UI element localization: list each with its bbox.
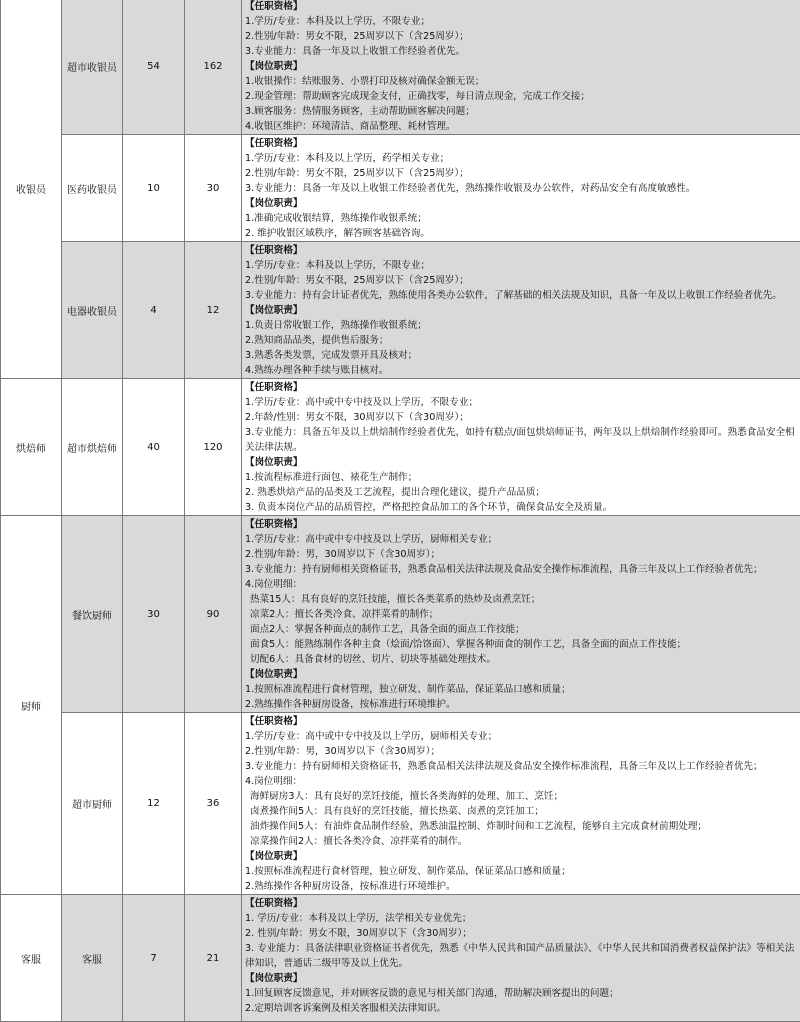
total-cell: 12 (185, 242, 242, 379)
requirement-line: 1.按照标准流程进行食材管理，独立研发、制作菜品，保证菜品口感和质量； (245, 682, 797, 697)
section-heading: 【任职资格】 (245, 243, 797, 258)
requirement-line: 面点2人：掌握各种面点的制作工艺，具备全面的面点工作技能； (245, 622, 797, 637)
requirement-line: 卤煮操作间5人：具有良好的烹饪技能，擅长热菜、卤煮的烹饪加工； (245, 804, 797, 819)
headcount-cell: 40 (123, 379, 185, 516)
requirement-line: 3.专业能力：具备五年及以上烘焙制作经验者优先，如持有糕点/面包烘焙师证书，两年及以上烘焙制作经验即可。熟悉食品安全相关法律法规。 (245, 425, 797, 455)
requirements-cell (242, 0, 800, 135)
headcount-cell: 54 (123, 0, 185, 135)
requirement-line: 1.学历/专业：本科及以上学历，不限专业； (245, 258, 797, 273)
section-heading: 【任职资格】 (245, 0, 797, 14)
requirement-line: 3.专业能力：具备一年及以上收银工作经验者优先，熟练操作收银及办公软件，对药品安全有高度敏感性。 (245, 181, 797, 196)
total-cell: 21 (185, 895, 242, 1022)
requirement-line: 1.学历/专业：本科及以上学历，药学相关专业； (245, 151, 797, 166)
requirement-line: 3. 专业能力：具备法律职业资格证书者优先，熟悉《中华人民共和国产品质量法》、《中华人民共和国消费者权益保护法》等相关法律知识，普通话二级甲等及以上优先。 (245, 941, 797, 971)
requirement-line: 2.年龄/性别：男女不限，30周岁以下（含30周岁）； (245, 410, 797, 425)
requirement-line: 2.性别/年龄：男，30周岁以下（含30周岁）； (245, 744, 797, 759)
requirement-line: 4.熟练办理各种手续与账目核对。 (245, 363, 797, 378)
requirement-line: 1.学历/专业：高中或中专中技及以上学历，不限专业； (245, 395, 797, 410)
requirement-line: 2.现金管理：帮助顾客完成现金支付，正确找零，每日清点现金，完成工作交接； (245, 89, 797, 104)
requirement-line: 4.岗位明细： (245, 577, 797, 592)
requirement-line: 3.熟悉各类发票，完成发票开具及核对； (245, 348, 797, 363)
requirement-line: 3.顾客服务：热情服务顾客，主动帮助顾客解决问题； (245, 104, 797, 119)
section-heading: 【任职资格】 (245, 714, 797, 729)
requirement-line: 4.岗位明细： (245, 774, 797, 789)
section-heading: 【岗位职责】 (245, 971, 797, 986)
requirements-cell (242, 895, 800, 1022)
total-cell: 90 (185, 516, 242, 713)
section-heading: 【岗位职责】 (245, 455, 797, 470)
requirement-line: 2.性别/年龄：男女不限，25周岁以下（含25周岁）； (245, 29, 797, 44)
requirement-line: 1.按照标准流程进行食材管理，独立研发、制作菜品，保证菜品口感和质量； (245, 864, 797, 879)
requirement-line: 1.准确完成收银结算，熟练操作收银系统； (245, 211, 797, 226)
category-cell: 收银员 (1, 0, 62, 379)
requirement-line: 凉菜操作间2人：擅长各类冷食、凉拌菜肴的制作。 (245, 834, 797, 849)
requirement-line: 凉菜2人：擅长各类冷食、凉拌菜肴的制作； (245, 607, 797, 622)
requirement-line: 2. 维护收银区域秩序，解答顾客基础咨询。 (245, 226, 797, 241)
requirement-line: 切配6人：具备食材的切丝、切片、切块等基础处理技术。 (245, 652, 797, 667)
position-cell: 餐饮厨师 (62, 516, 123, 713)
requirement-line: 海鲜厨房3人：具有良好的烹饪技能，擅长各类海鲜的处理、加工、烹饪； (245, 789, 797, 804)
table-row (1, 135, 800, 242)
section-heading: 【岗位职责】 (245, 59, 797, 74)
category-cell: 烘焙师 (1, 379, 62, 516)
section-heading: 【任职资格】 (245, 896, 797, 911)
section-heading: 【任职资格】 (245, 380, 797, 395)
requirement-line: 3.专业能力：持有厨师相关资格证书，熟悉食品相关法律法规及食品安全操作标准流程，具备三年及以上工作经验者优先； (245, 759, 797, 774)
requirement-line: 3.专业能力：持有厨师相关资格证书，熟悉食品相关法律法规及食品安全操作标准流程，具备三年及以上工作经验者优先； (245, 562, 797, 577)
requirement-line: 2.性别/年龄：男女不限，25周岁以下（含25周岁）； (245, 273, 797, 288)
requirement-line: 1.收银操作：结账服务、小票打印及核对确保金额无误； (245, 74, 797, 89)
requirement-line: 2.熟练操作各种厨房设备，按标准进行环境维护。 (245, 697, 797, 712)
headcount-cell: 10 (123, 135, 185, 242)
table-row (1, 516, 800, 713)
requirement-line: 1. 学历/专业：本科及以上学历，法学相关专业优先； (245, 911, 797, 926)
requirement-line: 2. 性别/年龄：男女不限，30周岁以下（含30周岁）； (245, 926, 797, 941)
requirement-line: 油炸操作间5人：有油炸食品制作经验，熟悉油温控制、炸制时间和工艺流程，能够自主完成食材前期处理； (245, 819, 797, 834)
requirements-cell (242, 135, 800, 242)
headcount-cell: 12 (123, 713, 185, 895)
requirement-line: 2.定期培训客诉案例及相关客服相关法律知识。 (245, 1001, 797, 1016)
requirement-line: 面食5人：能熟练制作各种主食（烩面/饸饹面）、掌握各种面食的制作工艺，具备全面的面点工作技能； (245, 637, 797, 652)
requirements-cell (242, 379, 800, 516)
total-cell: 36 (185, 713, 242, 895)
requirement-line: 2.性别/年龄：男女不限，25周岁以下（含25周岁）； (245, 166, 797, 181)
section-heading: 【岗位职责】 (245, 849, 797, 864)
requirements-cell (242, 242, 800, 379)
requirement-line: 3.专业能力：具备一年及以上收银工作经验者优先。 (245, 44, 797, 59)
position-cell: 医药收银员 (62, 135, 123, 242)
requirement-line: 2.性别/年龄：男，30周岁以下（含30周岁）； (245, 547, 797, 562)
table-row (1, 895, 800, 1022)
section-heading: 【任职资格】 (245, 136, 797, 151)
section-heading: 【任职资格】 (245, 517, 797, 532)
requirement-line: 热菜15人：具有良好的烹饪技能，擅长各类菜系的热炒及卤煮烹饪； (245, 592, 797, 607)
table-row (1, 379, 800, 516)
section-heading: 【岗位职责】 (245, 196, 797, 211)
total-cell: 30 (185, 135, 242, 242)
position-cell: 电器收银员 (62, 242, 123, 379)
requirement-line: 1.学历/专业：高中或中专中技及以上学历，厨师相关专业； (245, 729, 797, 744)
category-cell: 客服 (1, 895, 62, 1022)
position-cell: 超市收银员 (62, 0, 123, 135)
table-row (1, 242, 800, 379)
section-heading: 【岗位职责】 (245, 303, 797, 318)
requirements-cell (242, 713, 800, 895)
requirement-line: 2.熟知商品品类，提供售后服务； (245, 333, 797, 348)
requirement-line: 1.负责日常收银工作，熟练操作收银系统； (245, 318, 797, 333)
requirement-line: 1.按流程标准进行面包、裱花生产制作； (245, 470, 797, 485)
headcount-cell: 30 (123, 516, 185, 713)
requirement-line: 1.学历/专业：高中或中专中技及以上学历，厨师相关专业； (245, 532, 797, 547)
requirement-line: 2.熟练操作各种厨房设备，按标准进行环境维护。 (245, 879, 797, 894)
section-heading: 【岗位职责】 (245, 667, 797, 682)
requirement-line: 4.收银区维护：环境清洁、商品整理、耗材管理。 (245, 119, 797, 134)
requirement-line: 1.回复顾客反馈意见，并对顾客反馈的意见与相关部门沟通，帮助解决顾客提出的问题； (245, 986, 797, 1001)
position-cell: 超市厨师 (62, 713, 123, 895)
position-cell: 超市烘焙师 (62, 379, 123, 516)
requirement-line: 1.学历/专业：本科及以上学历，不限专业； (245, 14, 797, 29)
headcount-cell: 4 (123, 242, 185, 379)
headcount-cell: 7 (123, 895, 185, 1022)
table-row (1, 713, 800, 895)
total-cell: 120 (185, 379, 242, 516)
table-row (1, 0, 800, 135)
requirement-line: 3. 负责本岗位产品的品质管控，严格把控食品加工的各个环节，确保食品安全及质量。 (245, 500, 797, 515)
requirement-line: 3.专业能力：持有会计证者优先，熟练使用各类办公软件，了解基础的相关法规及知识，具备一年及以上收银工作经验者优先。 (245, 288, 797, 303)
requirement-line: 2. 熟悉烘焙产品的品类及工艺流程，提出合理化建议，提升产品品质； (245, 485, 797, 500)
total-cell: 162 (185, 0, 242, 135)
category-cell: 厨师 (1, 516, 62, 895)
table-body (1, 0, 800, 1022)
requirements-cell (242, 516, 800, 713)
position-cell: 客服 (62, 895, 123, 1022)
